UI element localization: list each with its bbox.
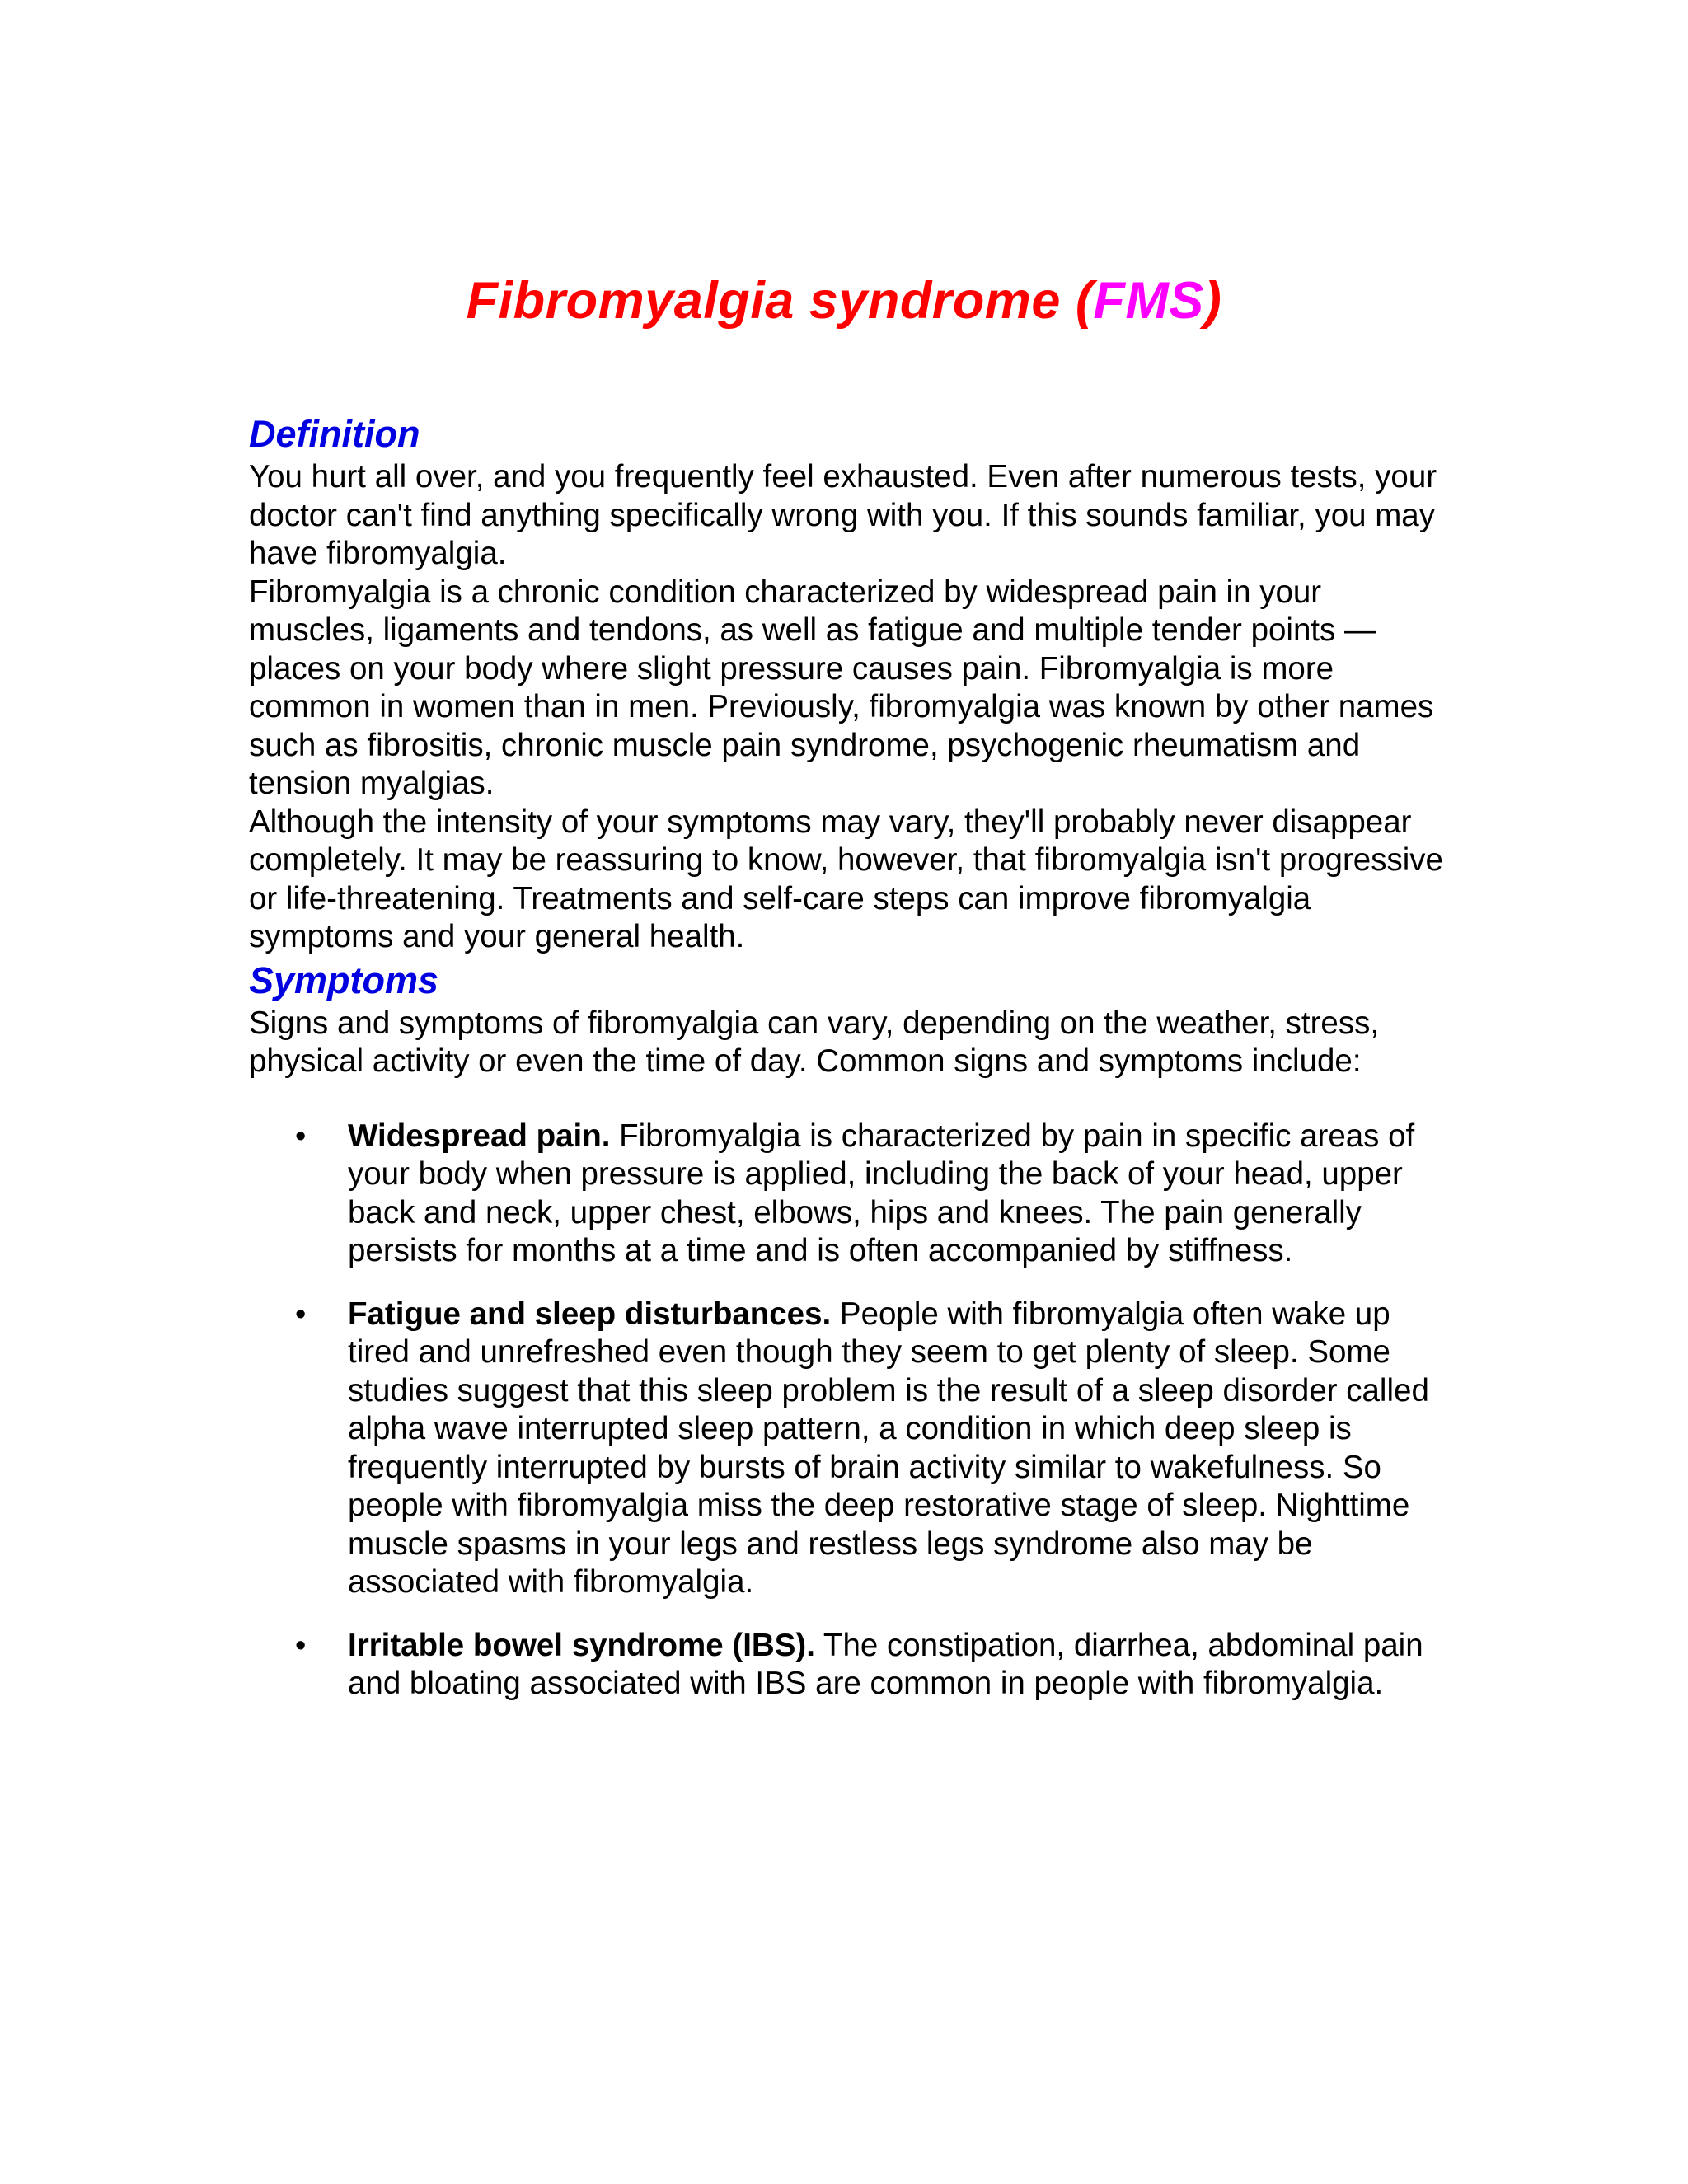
title-close-paren: ): [1203, 272, 1222, 330]
bullet-icon: •: [295, 1296, 307, 1332]
list-item-text: The constipation, diarrhea, abdominal pain and bloating associated with IBS are common in people with fibromyalgia.: [348, 1627, 1423, 1701]
definition-paragraph-2: Fibromyalgia is a chronic condition characterized by widespread pain in your muscles, ligaments and tendons, as well as fatigue and multiple tender points — places on your body where slight pressure causes pain. Fibromyalgia is more common in women than in men. Previously, fibromyalgia was known by other names such as fibrositis, chronic muscle pain syndrome, psychogenic rheumatism and tension myalgias.: [249, 574, 1434, 801]
definition-paragraph-1: You hurt all over, and you frequently feel exhausted. Even after numerous tests, your doctor can't find anything specifically wrong with you. If this sounds familiar, you may have fibromyalgia.: [249, 459, 1437, 571]
symptoms-heading: Symptoms: [249, 958, 439, 1001]
bullet-icon: •: [295, 1628, 307, 1663]
list-item-term: Irritable bowel syndrome (IBS).: [348, 1627, 815, 1663]
definition-heading: Definition: [249, 413, 420, 455]
list-item: [249, 1627, 1452, 1704]
bullet-icon: •: [295, 1118, 307, 1154]
page-title: [0, 268, 1688, 334]
list-item-text: Fibromyalgia is characterized by pain in specific areas of your body when pressure is applied, including the back of your head, upper back and neck, upper chest, elbows, hips and knees. The pain generally persists for months at a time and is often accompanied by stiffness.: [348, 1118, 1415, 1268]
definition-paragraph-3: Although the intensity of your symptoms may vary, they'll probably never disappear completely. It may be reassuring to know, however, that fibromyalgia isn't progressive or life-threatening. Treatments and self-care steps can improve fibromyalgia symptoms and your general health.: [249, 804, 1443, 954]
list-item: [249, 1118, 1452, 1271]
document-body: [249, 410, 1452, 1728]
title-main: Fibromyalgia syndrome (: [466, 272, 1094, 330]
list-item-term: Fatigue and sleep disturbances.: [348, 1296, 832, 1332]
title-abbreviation: FMS: [1093, 272, 1204, 330]
list-item: [249, 1296, 1452, 1602]
list-item-term: Widespread pain.: [348, 1118, 611, 1154]
symptoms-intro: Signs and symptoms of fibromyalgia can vary, depending on the weather, stress, physical activity or even the time of day. Common signs and symptoms include:: [249, 1005, 1380, 1079]
list-item-text: People with fibromyalgia often wake up tired and unrefreshed even though they seem to get plenty of sleep. Some studies suggest that this sleep problem is the result of a sleep disorder called alpha wave interrupted sleep pattern, a condition in which deep sleep is frequently interrupted by bursts of brain activity similar to wakefulness. So people with fibromyalgia miss the deep restorative stage of sleep. Nighttime muscle spasms in your legs and restless legs syndrome also may be associated with fibromyalgia.: [348, 1296, 1429, 1600]
symptoms-list: [249, 1118, 1452, 1704]
